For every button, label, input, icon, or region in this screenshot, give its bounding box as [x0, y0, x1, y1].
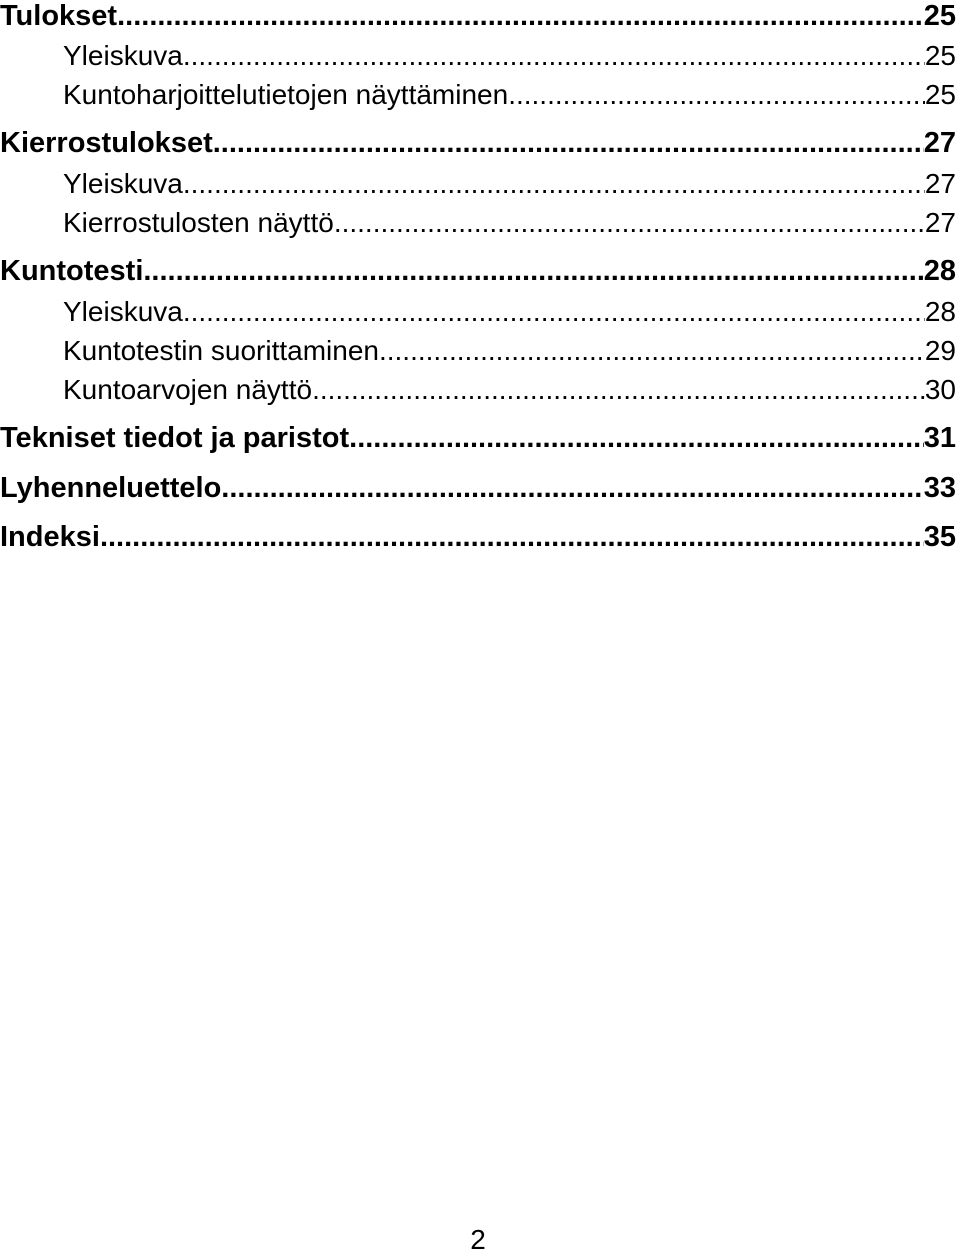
toc-entry-kuntotestin-suorittaminen[interactable] — [0, 335, 956, 367]
toc-dot-leader — [312, 374, 925, 406]
toc-entry-page: 25 — [924, 40, 956, 71]
toc-entry-page: 30 — [924, 374, 956, 405]
toc-entry-yleiskuva[interactable] — [0, 40, 956, 72]
toc-entry-title: Yleiskuva — [63, 296, 183, 327]
toc-entry-tekniset-tiedot-ja-paristot[interactable] — [0, 422, 956, 455]
toc-entry-kuntoarvojen-naytto[interactable] — [0, 374, 956, 406]
toc-dot-leader — [117, 0, 924, 33]
toc-entry-title: Yleiskuva — [63, 168, 183, 199]
toc-entry-page: 27 — [924, 168, 956, 199]
toc-entry-title: Tulokset — [0, 0, 118, 32]
toc-entry-title: Kierrostulosten näyttö — [63, 207, 334, 238]
toc-dot-leader — [508, 79, 925, 111]
toc-entry-page: 25 — [924, 79, 956, 110]
toc-dot-leader — [349, 422, 924, 455]
toc-entry-title: Kuntotestin suorittaminen — [63, 335, 379, 366]
toc-entry-page: 33 — [923, 472, 956, 504]
toc-entry-lyhenneluettelo[interactable] — [0, 472, 956, 505]
toc-entry-title: Yleiskuva — [63, 40, 183, 71]
toc-entry-title: Kierrostulokset — [0, 127, 213, 159]
toc-dot-leader — [379, 335, 925, 367]
toc-entry-kierrostulosten-naytto[interactable] — [0, 207, 956, 239]
toc-dot-leader — [221, 472, 923, 505]
page-number: 2 — [470, 1224, 486, 1255]
toc-dot-leader — [183, 168, 925, 200]
toc-dot-leader — [183, 40, 925, 72]
toc-dot-leader — [100, 521, 924, 554]
toc-entry-page: 29 — [924, 335, 956, 366]
toc-entry-kuntotesti[interactable] — [0, 255, 956, 288]
toc-entry-title: Indeksi — [0, 521, 100, 553]
toc-entry-indeksi[interactable] — [0, 521, 956, 554]
toc-entry-title: Tekniset tiedot ja paristot — [0, 422, 350, 454]
toc-entry-page: 31 — [923, 422, 956, 454]
toc-entry-yleiskuva[interactable] — [0, 296, 956, 328]
toc-dot-leader — [143, 255, 923, 288]
toc-entry-yleiskuva[interactable] — [0, 168, 956, 200]
toc-dot-leader — [213, 127, 924, 160]
toc-entry-title: Kuntoarvojen näyttö — [63, 374, 313, 405]
toc-entry-page: 27 — [923, 127, 956, 159]
toc-entry-title: Kuntoharjoittelutietojen näyttäminen — [63, 79, 509, 110]
toc-entry-tulokset[interactable] — [0, 0, 956, 33]
toc-entry-page: 28 — [924, 296, 956, 327]
toc-entry-page: 28 — [923, 255, 956, 287]
toc-entry-page: 25 — [923, 0, 956, 32]
toc-dot-leader — [183, 296, 925, 328]
toc-entry-page: 35 — [923, 521, 956, 553]
toc-dot-leader — [334, 207, 925, 239]
toc-entry-page: 27 — [924, 207, 956, 238]
toc-entry-kierrostulokset[interactable] — [0, 127, 956, 160]
toc-entry-title: Kuntotesti — [0, 255, 144, 287]
toc-entry-kuntoharjoittelutietojen-nayttaminen[interactable] — [0, 79, 956, 111]
toc-entry-title: Lyhenneluettelo — [0, 472, 222, 504]
